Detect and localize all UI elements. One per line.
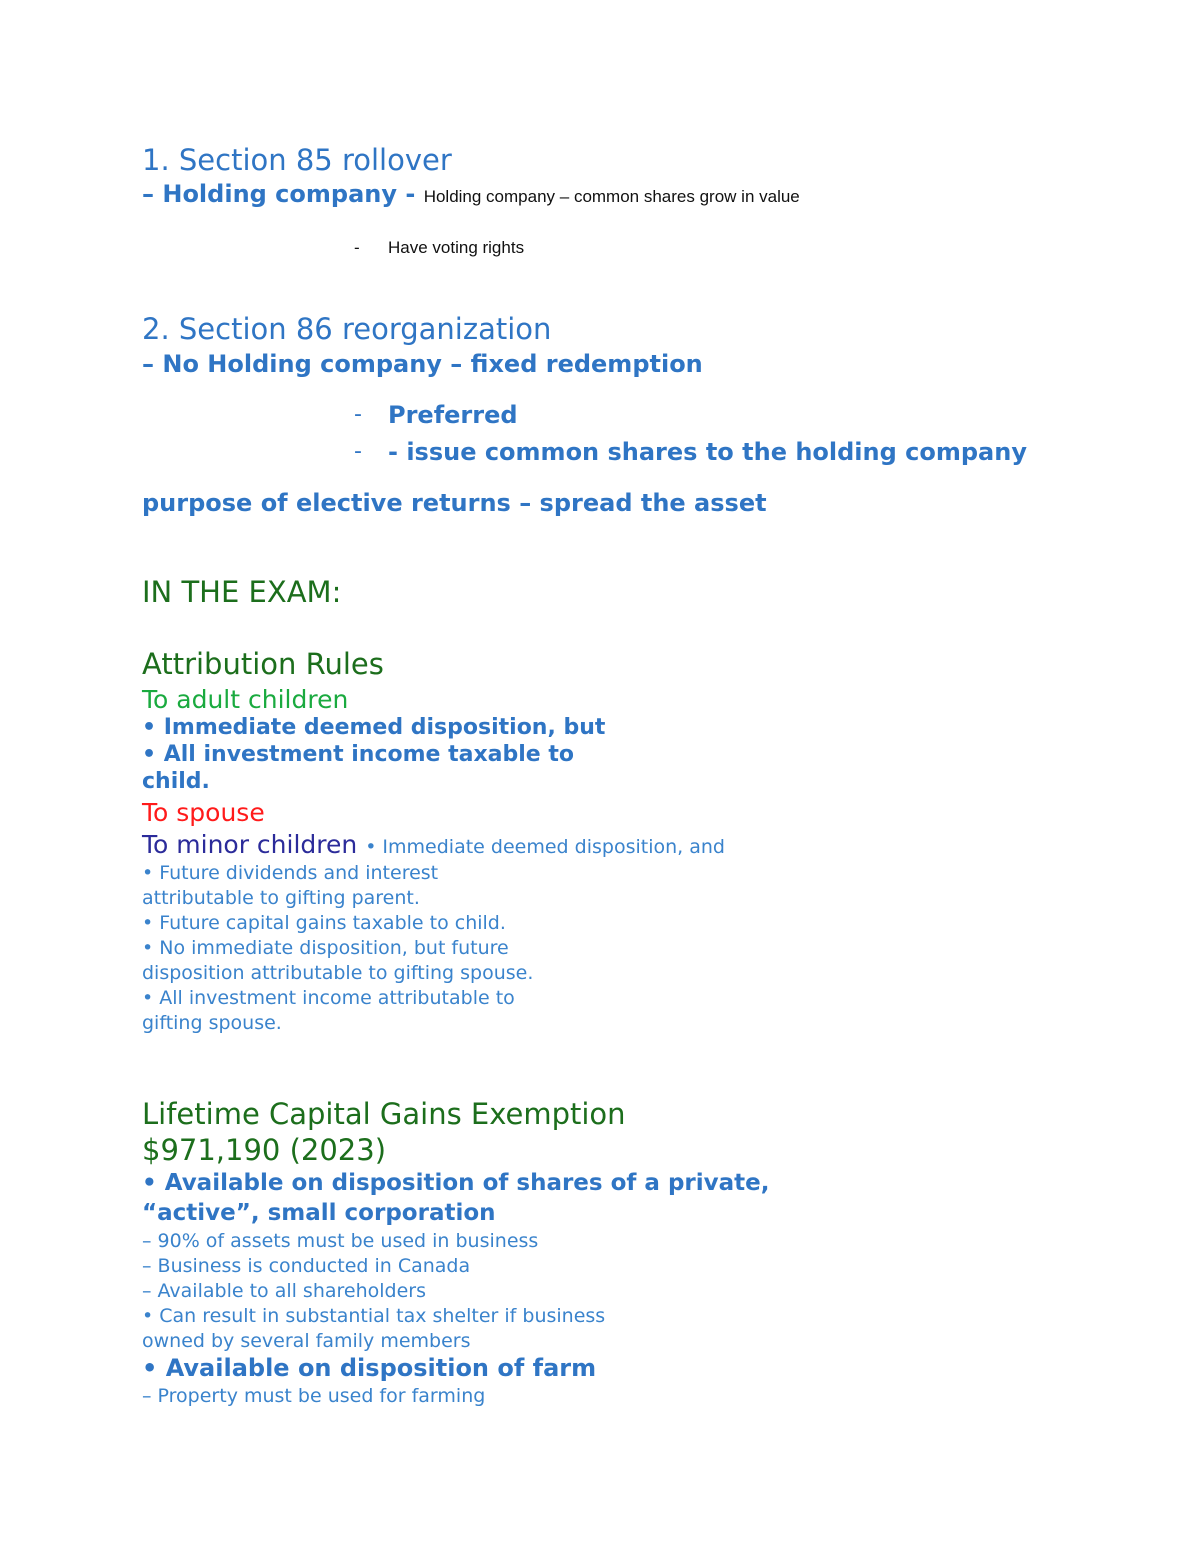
minor-line-3: • Future capital gains taxable to child. [142,912,506,934]
section-1-bullet-dash: - [354,238,360,257]
section-1-title: 1. Section 85 rollover [142,143,452,177]
adult-line-3: child. [142,769,210,794]
section-2-subtitle: – No Holding company – fixed redemption [142,350,703,378]
lcge-line-4: • Can result in substantial tax shelter if business [142,1305,606,1327]
section-2-bullet-2: - issue common shares to the holding company [388,438,1027,466]
minor-line-5: disposition attributable to gifting spouse. [142,962,534,984]
spouse-heading: To spouse [142,798,265,827]
purpose-line: purpose of elective returns – spread the asset [142,489,767,517]
adult-line-2: • All investment income taxable to [142,742,575,767]
minor-line-4: • No immediate disposition, but future [142,937,509,959]
minor-inline: • Immediate deemed disposition, and [365,836,725,858]
lcge-bold-1: • Available on disposition of shares of a private, [142,1170,770,1196]
lcge-line-2: – Business is conducted in Canada [142,1255,471,1277]
lcge-line-3: – Available to all shareholders [142,1280,427,1302]
section-2-bullet-2-dash: - [354,439,362,464]
lcge-farm: • Available on disposition of farm [142,1354,597,1382]
lcge-line-5: owned by several family members [142,1330,471,1352]
section-1-subtitle [142,182,800,206]
section-1-sub-lead: – Holding company - [142,180,424,208]
section-2-bullet-1: Preferred [388,401,518,429]
section-1-sub-note: Holding company – common shares grow in value [423,187,800,206]
adult-children-heading: To adult children [142,685,349,714]
minor-line-6: • All investment income attributable to [142,987,515,1009]
minor-line-1: • Future dividends and interest [142,862,439,884]
minor-children-heading: To minor children [142,830,366,859]
adult-line-1: • Immediate deemed disposition, but [142,715,606,740]
exam-heading: IN THE EXAM: [142,575,342,609]
section-2-bullet-1-dash: - [354,402,362,427]
attribution-title: Attribution Rules [142,647,384,681]
minor-children-line [142,832,725,857]
minor-line-2: attributable to gifting parent. [142,887,420,909]
section-1-bullet: Have voting rights [388,238,525,257]
lcge-line-1: – 90% of assets must be used in business [142,1230,539,1252]
lcge-bold-2: “active”, small corporation [142,1200,496,1226]
lcge-title: Lifetime Capital Gains Exemption [142,1097,626,1131]
lcge-amount: $971,190 (2023) [142,1133,387,1167]
minor-line-7: gifting spouse. [142,1012,282,1034]
lcge-farm-note: – Property must be used for farming [142,1385,486,1407]
section-2-title: 2. Section 86 reorganization [142,312,552,346]
